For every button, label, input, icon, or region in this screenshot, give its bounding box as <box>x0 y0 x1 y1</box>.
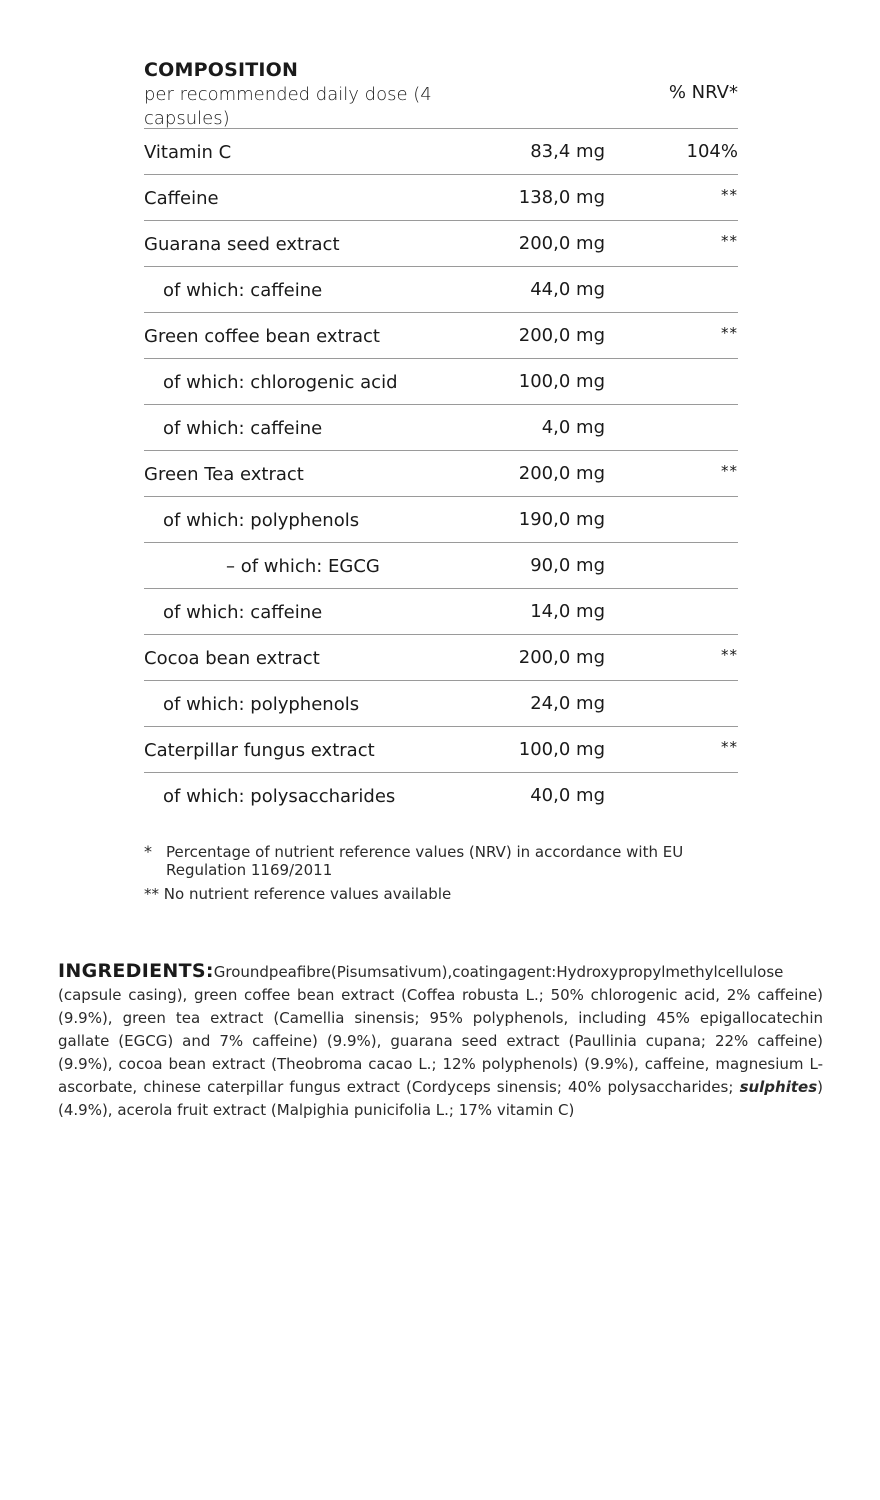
nutrient-name: Green coffee bean extract <box>144 326 380 347</box>
nutrient-amount: 200,0 mg <box>518 233 605 254</box>
footnote-marker: * <box>144 842 152 861</box>
nutrient-name: of which: caffeine <box>163 280 323 301</box>
nutrient-name: Caterpillar fungus extract <box>144 740 375 761</box>
nutrient-amount: 200,0 mg <box>518 325 605 346</box>
nutrient-name: Caffeine <box>144 188 219 209</box>
composition-title: COMPOSITION <box>144 59 299 81</box>
table-row <box>144 359 738 405</box>
ingredients-heading: INGREDIENTS: <box>58 960 214 982</box>
nutrient-nrv: 104% <box>686 141 738 162</box>
ingredients-paragraph <box>58 960 823 1122</box>
table-row <box>144 589 738 635</box>
table-row <box>144 497 738 543</box>
table-row <box>144 727 738 773</box>
nutrient-amount: 100,0 mg <box>518 371 605 392</box>
nutrient-name: of which: caffeine <box>163 602 323 623</box>
nutrient-nrv: ** <box>721 232 738 250</box>
nutrient-amount: 200,0 mg <box>518 647 605 668</box>
nutrient-name: Cocoa bean extract <box>144 648 320 669</box>
nutrient-amount: 14,0 mg <box>530 601 605 622</box>
table-row <box>144 635 738 681</box>
composition-table <box>144 57 738 818</box>
ingredients-text-end: ) (4.9%), acerola fruit extract (Malpighia punicifolia L.; 17% vitamin C) <box>58 1078 823 1119</box>
table-row <box>144 313 738 359</box>
footnote-marker: ** <box>144 885 159 903</box>
table-row <box>144 773 738 818</box>
nutrient-name: Vitamin C <box>144 142 232 163</box>
table-row <box>144 681 738 727</box>
ingredients-allergen: sulphites <box>739 1078 818 1096</box>
nutrient-amount: 90,0 mg <box>530 555 605 576</box>
nutrient-amount: 24,0 mg <box>530 693 605 714</box>
table-row <box>144 451 738 497</box>
ingredients-text: Groundpeafibre(Pisumsativum),coatingagent:Hydroxypropylmethylcellulose (capsule casing), green coffee bean extract (Coffea robusta L.; 50% chlorogenic acid, 2% caffeine) (9.9%), green tea extract (Camellia sinensis; 95% polyphenols, including 45% epigallocatechin gallate (EGCG) and 7% caffeine) (9.9%), guarana seed extract (Paullinia cupana; 22% caffeine) (9.9%), cocoa bean extract (Theobroma cacao L.; 12% polyphenols) (9.9%), caffeine, magnesium L-ascorbate, chinese caterpillar fungus extract (Cordyceps sinensis; 40% polysaccharides; <box>58 963 823 1096</box>
nutrient-name: – of which: EGCG <box>226 556 380 577</box>
table-row <box>144 175 738 221</box>
table-row <box>144 129 738 175</box>
nutrient-name: of which: caffeine <box>163 418 323 439</box>
nrv-column-header: % NRV* <box>668 82 738 103</box>
table-row <box>144 221 738 267</box>
footnotes <box>144 843 744 903</box>
nutrient-amount: 4,0 mg <box>541 417 605 438</box>
nutrient-nrv: ** <box>721 646 738 664</box>
nutrient-name: Guarana seed extract <box>144 234 340 255</box>
nutrient-name: of which: polyphenols <box>163 694 360 715</box>
nutrient-nrv: ** <box>721 738 738 756</box>
nutrient-name: of which: chlorogenic acid <box>163 372 398 393</box>
nutrient-amount: 40,0 mg <box>530 785 605 806</box>
composition-header <box>144 57 738 129</box>
footnote-text: Percentage of nutrient reference values (NRV) in accordance with EU Regulation 1169/2011 <box>166 843 684 879</box>
nutrient-name: of which: polysaccharides <box>163 786 396 807</box>
composition-subtitle: per recommended daily dose (4 capsules) <box>144 84 432 129</box>
table-row <box>144 543 738 589</box>
footnote-nrv <box>144 843 744 879</box>
table-row <box>144 405 738 451</box>
nutrient-amount: 190,0 mg <box>518 509 605 530</box>
nutrient-amount: 100,0 mg <box>518 739 605 760</box>
nutrient-amount: 138,0 mg <box>518 187 605 208</box>
nutrient-name: of which: polyphenols <box>163 510 360 531</box>
nutrient-nrv: ** <box>721 186 738 204</box>
nutrient-amount: 44,0 mg <box>530 279 605 300</box>
nutrient-amount: 83,4 mg <box>530 141 605 162</box>
nutrient-nrv: ** <box>721 462 738 480</box>
table-row <box>144 267 738 313</box>
nutrient-amount: 200,0 mg <box>518 463 605 484</box>
nutrient-name: Green Tea extract <box>144 464 304 485</box>
footnote-no-nrv <box>144 885 744 903</box>
nutrient-nrv: ** <box>721 324 738 342</box>
footnote-text: No nutrient reference values available <box>163 885 452 903</box>
